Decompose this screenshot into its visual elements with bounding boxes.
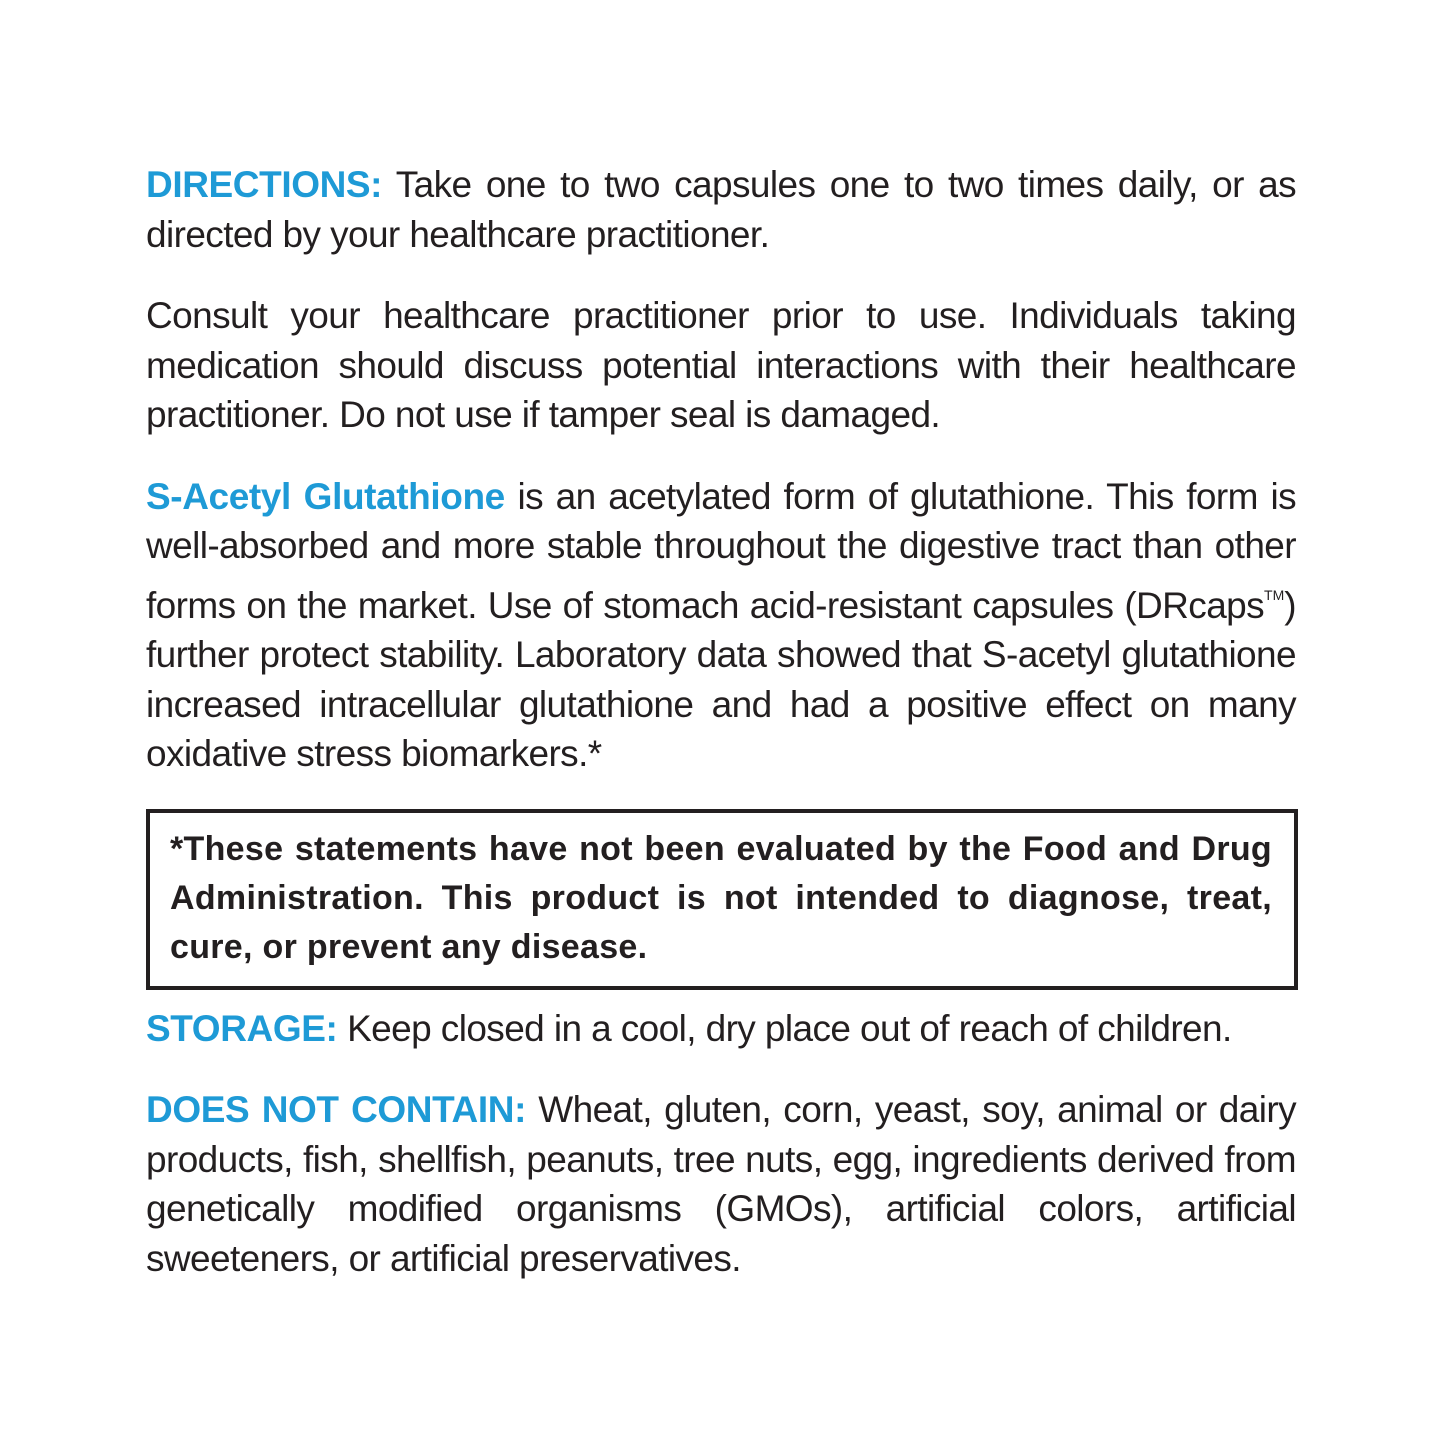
does-not-contain-paragraph	[146, 1085, 1296, 1283]
product-description-paragraph	[146, 472, 1296, 779]
product-description-text-2: ) further protect stability. Laboratory data showed that S-acetyl glutathione increased intracellular glutathione and had a positive effect on many oxidative stress biomarkers.*	[146, 584, 1296, 774]
trademark-mark: TM	[1264, 586, 1285, 603]
does-not-contain-heading: DOES NOT CONTAIN:	[146, 1089, 527, 1130]
storage-heading: STORAGE:	[146, 1007, 338, 1049]
product-description-text-1: is an acetylated form of glutathione. This form is well-absorbed and more stable throughout the digestive tract than other forms on the market. Use of stomach acid-resistant capsules (DRcaps	[146, 475, 1296, 626]
warning-paragraph: Consult your healthcare practitioner prior to use. Individuals taking medication should discuss potential interactions with their healthcare practitioner. Do not use if tamper seal is damaged.	[146, 295, 1296, 435]
supplement-label-panel	[146, 160, 1296, 1283]
directions-heading: DIRECTIONS:	[146, 164, 383, 205]
fda-disclaimer-text: *These statements have not been evaluated by the Food and Drug Administration. This product is not intended to diagnose, treat, cure, or prevent any disease.	[170, 829, 1272, 966]
directions-paragraph	[146, 160, 1296, 259]
storage-text: Keep closed in a cool, dry place out of reach of children.	[337, 1007, 1232, 1049]
product-name: S-Acetyl Glutathione	[146, 475, 505, 517]
fda-disclaimer-box	[146, 809, 1298, 990]
storage-paragraph	[146, 1004, 1296, 1054]
does-not-contain-text: Wheat, gluten, corn, yeast, soy, animal or dairy products, fish, shellfish, peanuts, tree nuts, egg, ingredients derived from genetically modified organisms (GMOs), artificial colors, artificial sweeteners, or artificial preservatives.	[146, 1089, 1296, 1279]
directions-text: Take one to two capsules one to two times daily, or as directed by your healthcare practitioner.	[146, 164, 1296, 255]
